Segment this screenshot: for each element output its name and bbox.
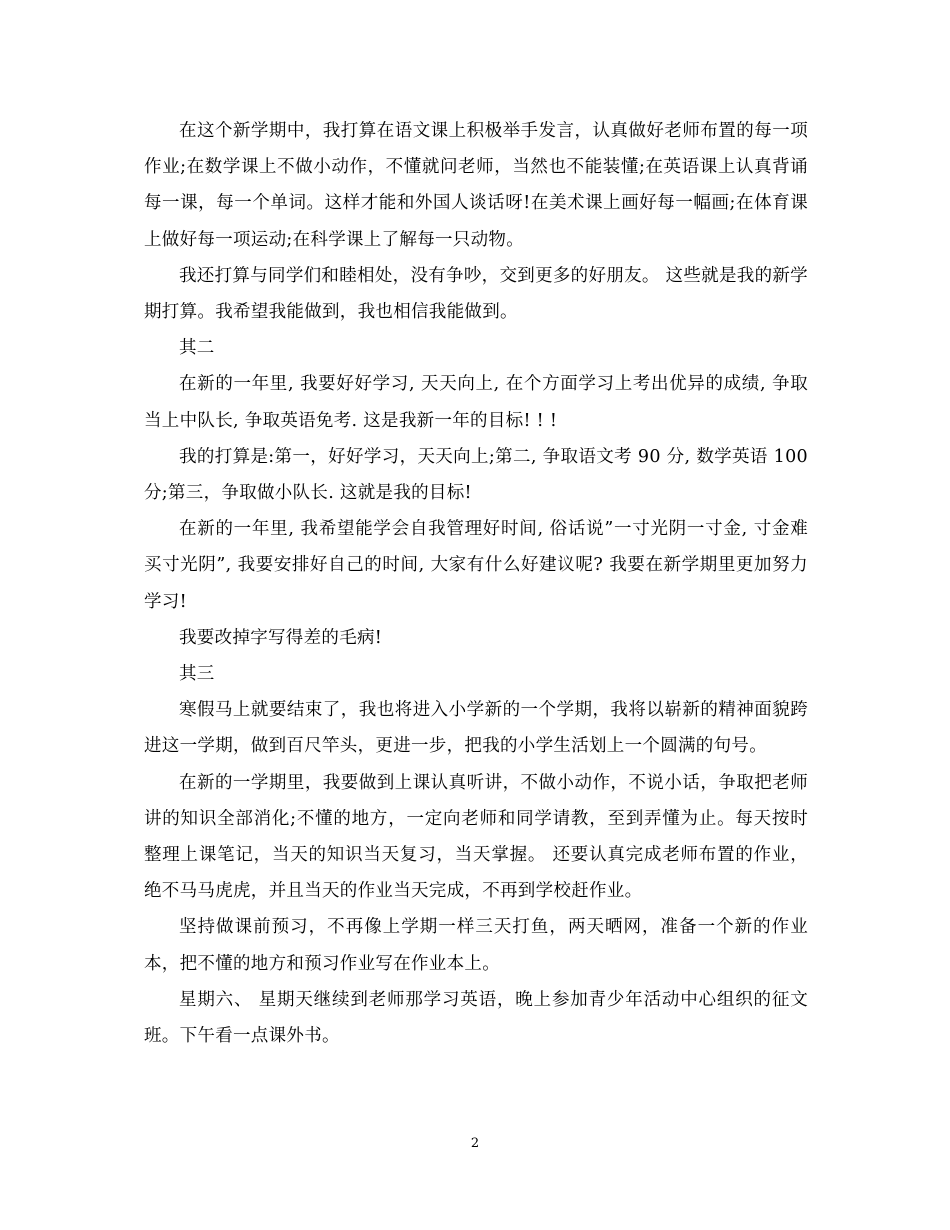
section-heading: 其三 (179, 664, 215, 685)
paragraph: 在新的一年里, 我要好好学习, 天天向上, 在个方面学习上考出优异的成绩, 争取当上中队长, 争取英语免考. 这是我新一年的目标! ! ! (144, 374, 808, 431)
document-body (144, 113, 808, 1054)
paragraph: 我要改掉字写得差的毛病! (179, 627, 383, 648)
paragraph: 星期六、 星期天继续到老师那学习英语，晚上参加青少年活动中心组织的征文班。下午看一点课外书。 (144, 989, 808, 1047)
paragraph: 在新的一年里, 我希望能学会自我管理好时间, 俗话说”一寸光阴一寸金, 寸金难买寸光阴”, 我要安排好自己的时间, 大家有什么好建议呢? 我要在新学期里更加努力学习! (144, 519, 808, 612)
paragraph: 我还打算与同学们和睦相处，没有争吵，交到更多的好朋友。 这些就是我的新学期打算。我希望我能做到，我也相信我能做到。 (144, 265, 808, 323)
paragraph: 在这个新学期中，我打算在语文课上积极举手发言，认真做好老师布置的每一项作业;在数学课上不做小动作，不懂就问老师，当然也不能装懂;在英语课上认真背诵每一课，每一个单词。这样才能和外国人谈话呀!在美术课上画好每一幅画;在体育课上做好每一项运动;在科学课上了解每一只动物。 (144, 121, 808, 250)
paragraph: 寒假马上就要结束了，我也将进入小学新的一个学期，我将以崭新的精神面貌跨进这一学期，做到百尺竿头，更进一步，把我的小学生活划上一个圆满的句号。 (144, 700, 808, 757)
paragraph: 在新的一学期里，我要做到上课认真听讲，不做小动作，不说小话，争取把老师讲的知识全部消化;不懂的地方，一定向老师和同学请教，至到弄懂为止。每天按时整理上课笔记，当天的知识当天复习，当天掌握。 还要认真完成老师布置的作业，绝不马马虎虎，并且当天的作业当天完成，不再到学校赶作业。 (144, 772, 808, 902)
section-heading: 其二 (179, 338, 215, 359)
paragraph: 我的打算是:第一，好好学习，天天向上;第二, 争取语文考 90 分, 数学英语 100 分;第三，争取做小队长. 这就是我的目标! (144, 446, 808, 504)
paragraph: 坚持做课前预习，不再像上学期一样三天打鱼，两天晒网，准备一个新的作业本，把不懂的地方和预习作业写在作业本上。 (144, 917, 808, 974)
page-number: 2 (470, 1136, 480, 1151)
